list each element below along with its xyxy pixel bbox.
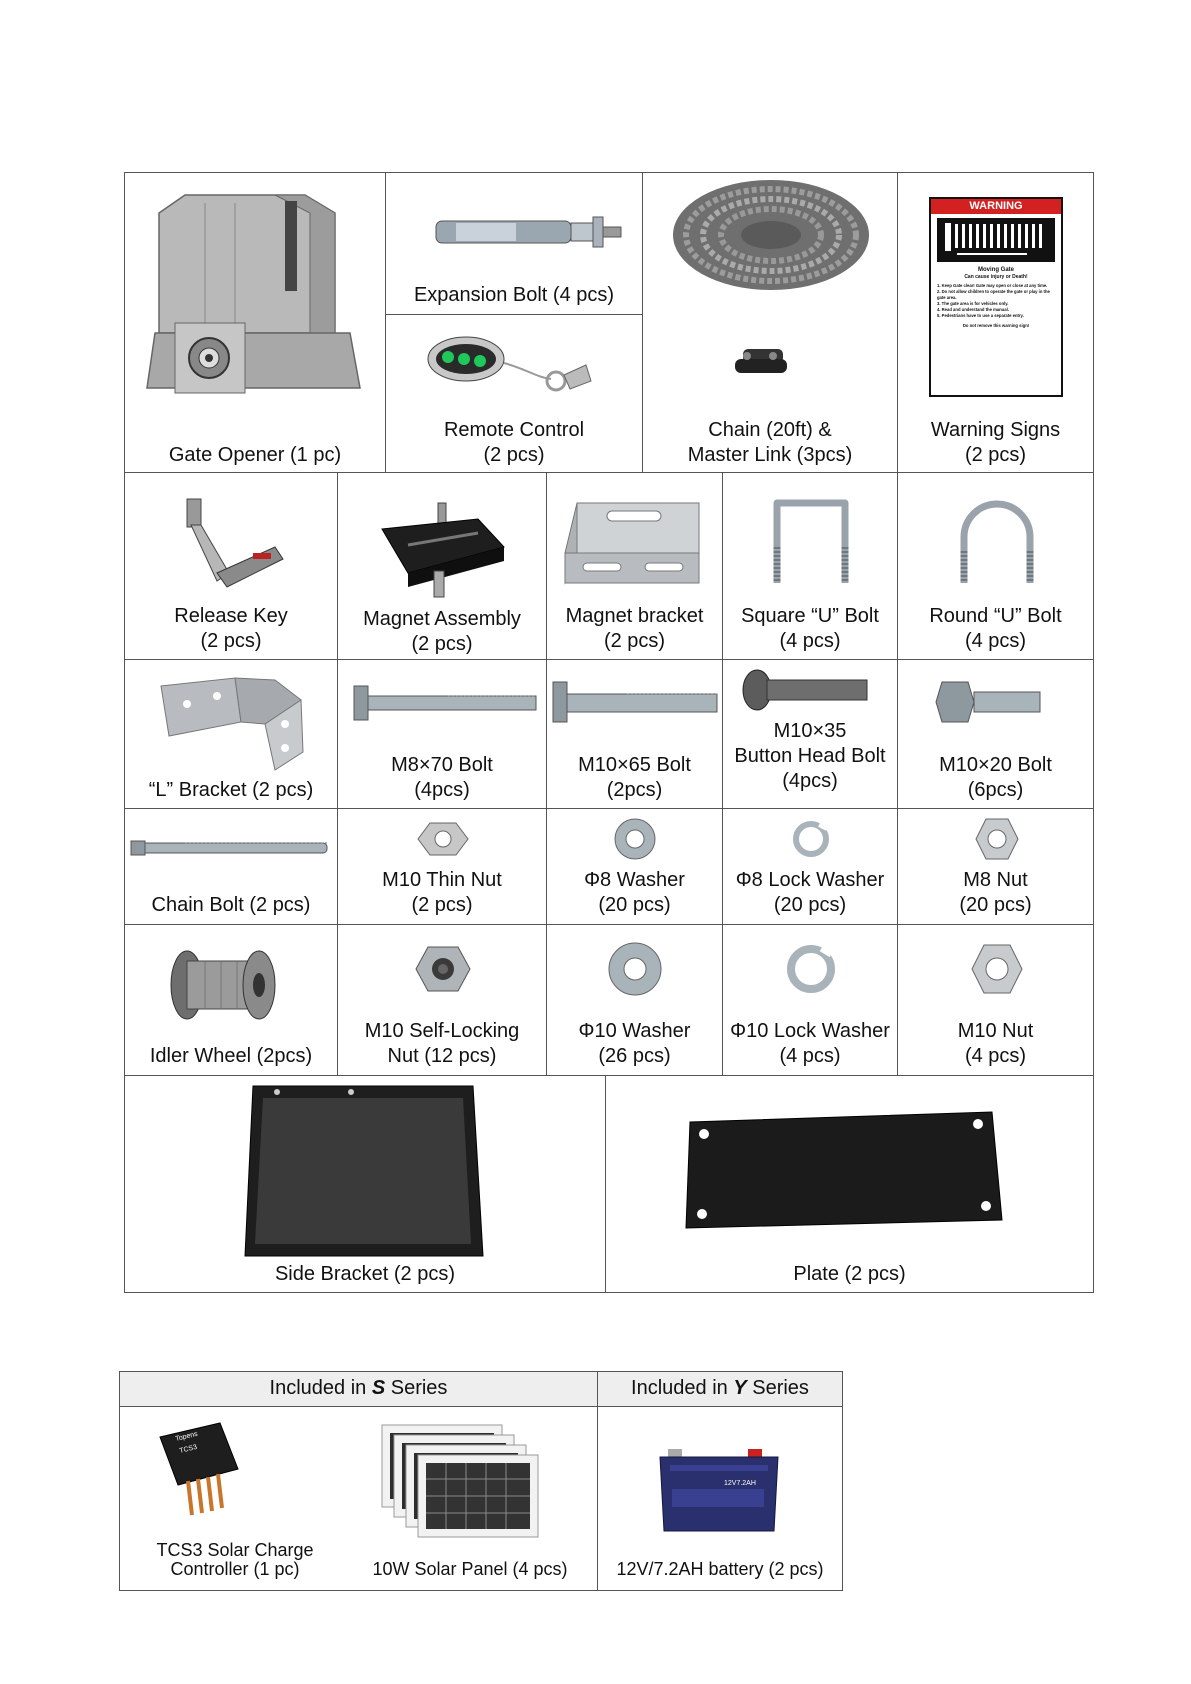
lock-washer-10-label-line2: (4 pcs) [779, 1045, 841, 1067]
part-cell-expansion-bolt [385, 172, 643, 315]
remote-control-label-line1: Remote Control [443, 419, 585, 441]
part-cell-magnet-bracket [546, 472, 723, 660]
battery-rating-text: 12V7.2AH [724, 1480, 756, 1487]
warning-sign-image [929, 197, 1063, 397]
m10x20-bolt-label-line2: (6pcs) [967, 779, 1024, 801]
part-cell-square-u-bolt [722, 472, 898, 660]
part-cell-m8-nut [897, 808, 1094, 925]
solar-charge-controller-image [120, 1407, 320, 1547]
expansion-bolt-label: Expansion Bolt (4 pcs) [413, 284, 615, 306]
chain-label-line1: Chain (20ft) & [708, 419, 832, 441]
part-cell-m10x20-bolt [897, 659, 1094, 809]
battery-label: 12V/7.2AH battery (2 pcs) [616, 1559, 824, 1579]
lock-washer-8-label-line1: Φ8 Lock Washer [735, 869, 885, 891]
m8x70-bolt-label-line2: (4pcs) [414, 779, 470, 801]
part-cell-washer-10 [546, 924, 723, 1076]
plate-label: Plate (2 pcs) [793, 1263, 906, 1285]
washer-8-label-line2: (20 pcs) [598, 894, 671, 916]
part-cell-release-key [124, 472, 338, 660]
m10-nut-label-line2: (4 pcs) [964, 1045, 1027, 1067]
release-key-label-line2: (2 pcs) [200, 630, 262, 652]
side-bracket-label: Side Bracket (2 pcs) [274, 1263, 456, 1285]
warning-rule: 2. Do not allow children to operate the gate or play in the gate area. [937, 289, 1050, 300]
warning-signs-label-line1: Warning Signs [930, 419, 1061, 441]
magnet-assembly-label-line1: Magnet Assembly [363, 608, 521, 630]
square-u-bolt-label-line2: (4 pcs) [779, 630, 841, 652]
part-cell-m8x70-bolt [337, 659, 547, 809]
y-series-header: Included in Y Series [597, 1371, 843, 1407]
m10-thin-nut-label-line2: (2 pcs) [411, 894, 473, 916]
part-cell-chain [642, 172, 898, 473]
gate-warning-icon [937, 218, 1055, 262]
washer-10-label-line2: (26 pcs) [598, 1045, 671, 1067]
part-cell-m10-thin-nut [337, 808, 547, 925]
warning-sign-subtitle: Can cause injury or Death! [964, 274, 1028, 280]
warning-rule: 5. Pedestrians have to use a separate entry. [937, 313, 1024, 318]
solar-panel-image [382, 1421, 582, 1561]
remote-control-label-line2: (2 pcs) [483, 444, 545, 466]
warning-sign-footer: Do not remove this warning sign! [962, 323, 1030, 328]
y-series-letter: Y [733, 1377, 747, 1399]
square-u-bolt-label-line1: Square “U” Bolt [741, 605, 879, 627]
controller-model-text: TCS3 [178, 1443, 198, 1455]
warning-sign-title: Moving Gate [977, 267, 1014, 273]
part-cell-lock-washer-10 [722, 924, 898, 1076]
warning-sign-header: WARNING [931, 199, 1061, 214]
s-series-content [119, 1406, 598, 1591]
part-cell-gate-opener [124, 172, 386, 473]
m10x35-bolt-label-line1: M10×35 [773, 720, 847, 742]
washer-8-label-line1: Φ8 Washer [584, 869, 685, 891]
warning-signs-label-line2: (2 pcs) [964, 444, 1027, 466]
s-series-header: Included in S Series [119, 1371, 598, 1407]
m8x70-bolt-label-line1: M8×70 Bolt [391, 754, 493, 776]
gate-opener-label: Gate Opener (1 pc) [168, 444, 342, 466]
controller-brand-text: Topens [174, 1430, 199, 1443]
part-cell-side-bracket [124, 1075, 606, 1293]
part-cell-chain-bolt [124, 808, 338, 925]
magnet-bracket-label-line1: Magnet bracket [565, 605, 704, 627]
y-series-content [597, 1406, 843, 1591]
m8-nut-label-line2: (20 pcs) [959, 894, 1032, 916]
controller-label-line2: Controller (1 pc) [170, 1559, 300, 1579]
part-cell-m10-self-locking-nut [337, 924, 547, 1076]
part-cell-magnet-assembly [337, 472, 547, 660]
lock-washer-8-label-line2: (20 pcs) [773, 894, 847, 916]
round-u-bolt-label-line2: (4 pcs) [964, 630, 1027, 652]
part-cell-l-bracket [124, 659, 338, 809]
m10x20-bolt-label-line1: M10×20 Bolt [939, 754, 1052, 776]
part-cell-round-u-bolt [897, 472, 1094, 660]
part-cell-warning-signs [897, 172, 1094, 473]
solar-panel-label: 10W Solar Panel (4 pcs) [372, 1559, 568, 1579]
lock-washer-10-label-line1: Φ10 Lock Washer [730, 1020, 890, 1042]
washer-10-label-line1: Φ10 Washer [578, 1020, 691, 1042]
controller-label-line1: TCS3 Solar Charge [156, 1540, 314, 1560]
m10x65-bolt-label-line1: M10×65 Bolt [578, 754, 691, 776]
magnet-bracket-label-line2: (2 pcs) [603, 630, 666, 652]
warning-rule: 3. The gate area is for vehicles only. [937, 301, 1009, 306]
part-cell-m10x65-bolt [546, 659, 723, 809]
m10-thin-nut-label-line1: M10 Thin Nut [382, 869, 502, 891]
part-cell-m10x35-bolt [722, 659, 898, 809]
m10-nut-label-line1: M10 Nut [957, 1020, 1034, 1042]
idler-wheel-label: Idler Wheel (2pcs) [149, 1045, 313, 1067]
s-series-letter: S [371, 1377, 386, 1399]
magnet-assembly-label-line2: (2 pcs) [411, 633, 473, 655]
warning-rule: 1. Keep Gate clear! Gate may open or close at any time. [937, 283, 1048, 288]
part-cell-remote-control [385, 314, 643, 473]
part-cell-plate [605, 1075, 1094, 1293]
round-u-bolt-label-line1: Round “U” Bolt [929, 605, 1062, 627]
m8-nut-label-line1: M8 Nut [963, 869, 1028, 891]
battery-image [598, 1407, 844, 1547]
l-bracket-label: “L” Bracket (2 pcs) [148, 779, 314, 801]
m10-self-locking-nut-label-line1: M10 Self-Locking [364, 1020, 520, 1042]
m10-self-locking-nut-label-line2: Nut (12 pcs) [387, 1045, 497, 1067]
m10x35-bolt-label-line3: (4pcs) [782, 770, 838, 792]
m10x65-bolt-label-line2: (2pcs) [606, 779, 663, 801]
chain-label-line2: Master Link (3pcs) [687, 444, 853, 466]
part-cell-lock-washer-8 [722, 808, 898, 925]
part-cell-m10-nut [897, 924, 1094, 1076]
part-cell-idler-wheel [124, 924, 338, 1076]
m10x35-bolt-label-line2: Button Head Bolt [734, 745, 886, 767]
part-cell-washer-8 [546, 808, 723, 925]
chain-bolt-label: Chain Bolt (2 pcs) [151, 894, 311, 916]
warning-rule: 4. Read and understand the manual. [937, 307, 1009, 312]
release-key-label-line1: Release Key [174, 605, 288, 627]
gate-opener-image [125, 173, 387, 474]
